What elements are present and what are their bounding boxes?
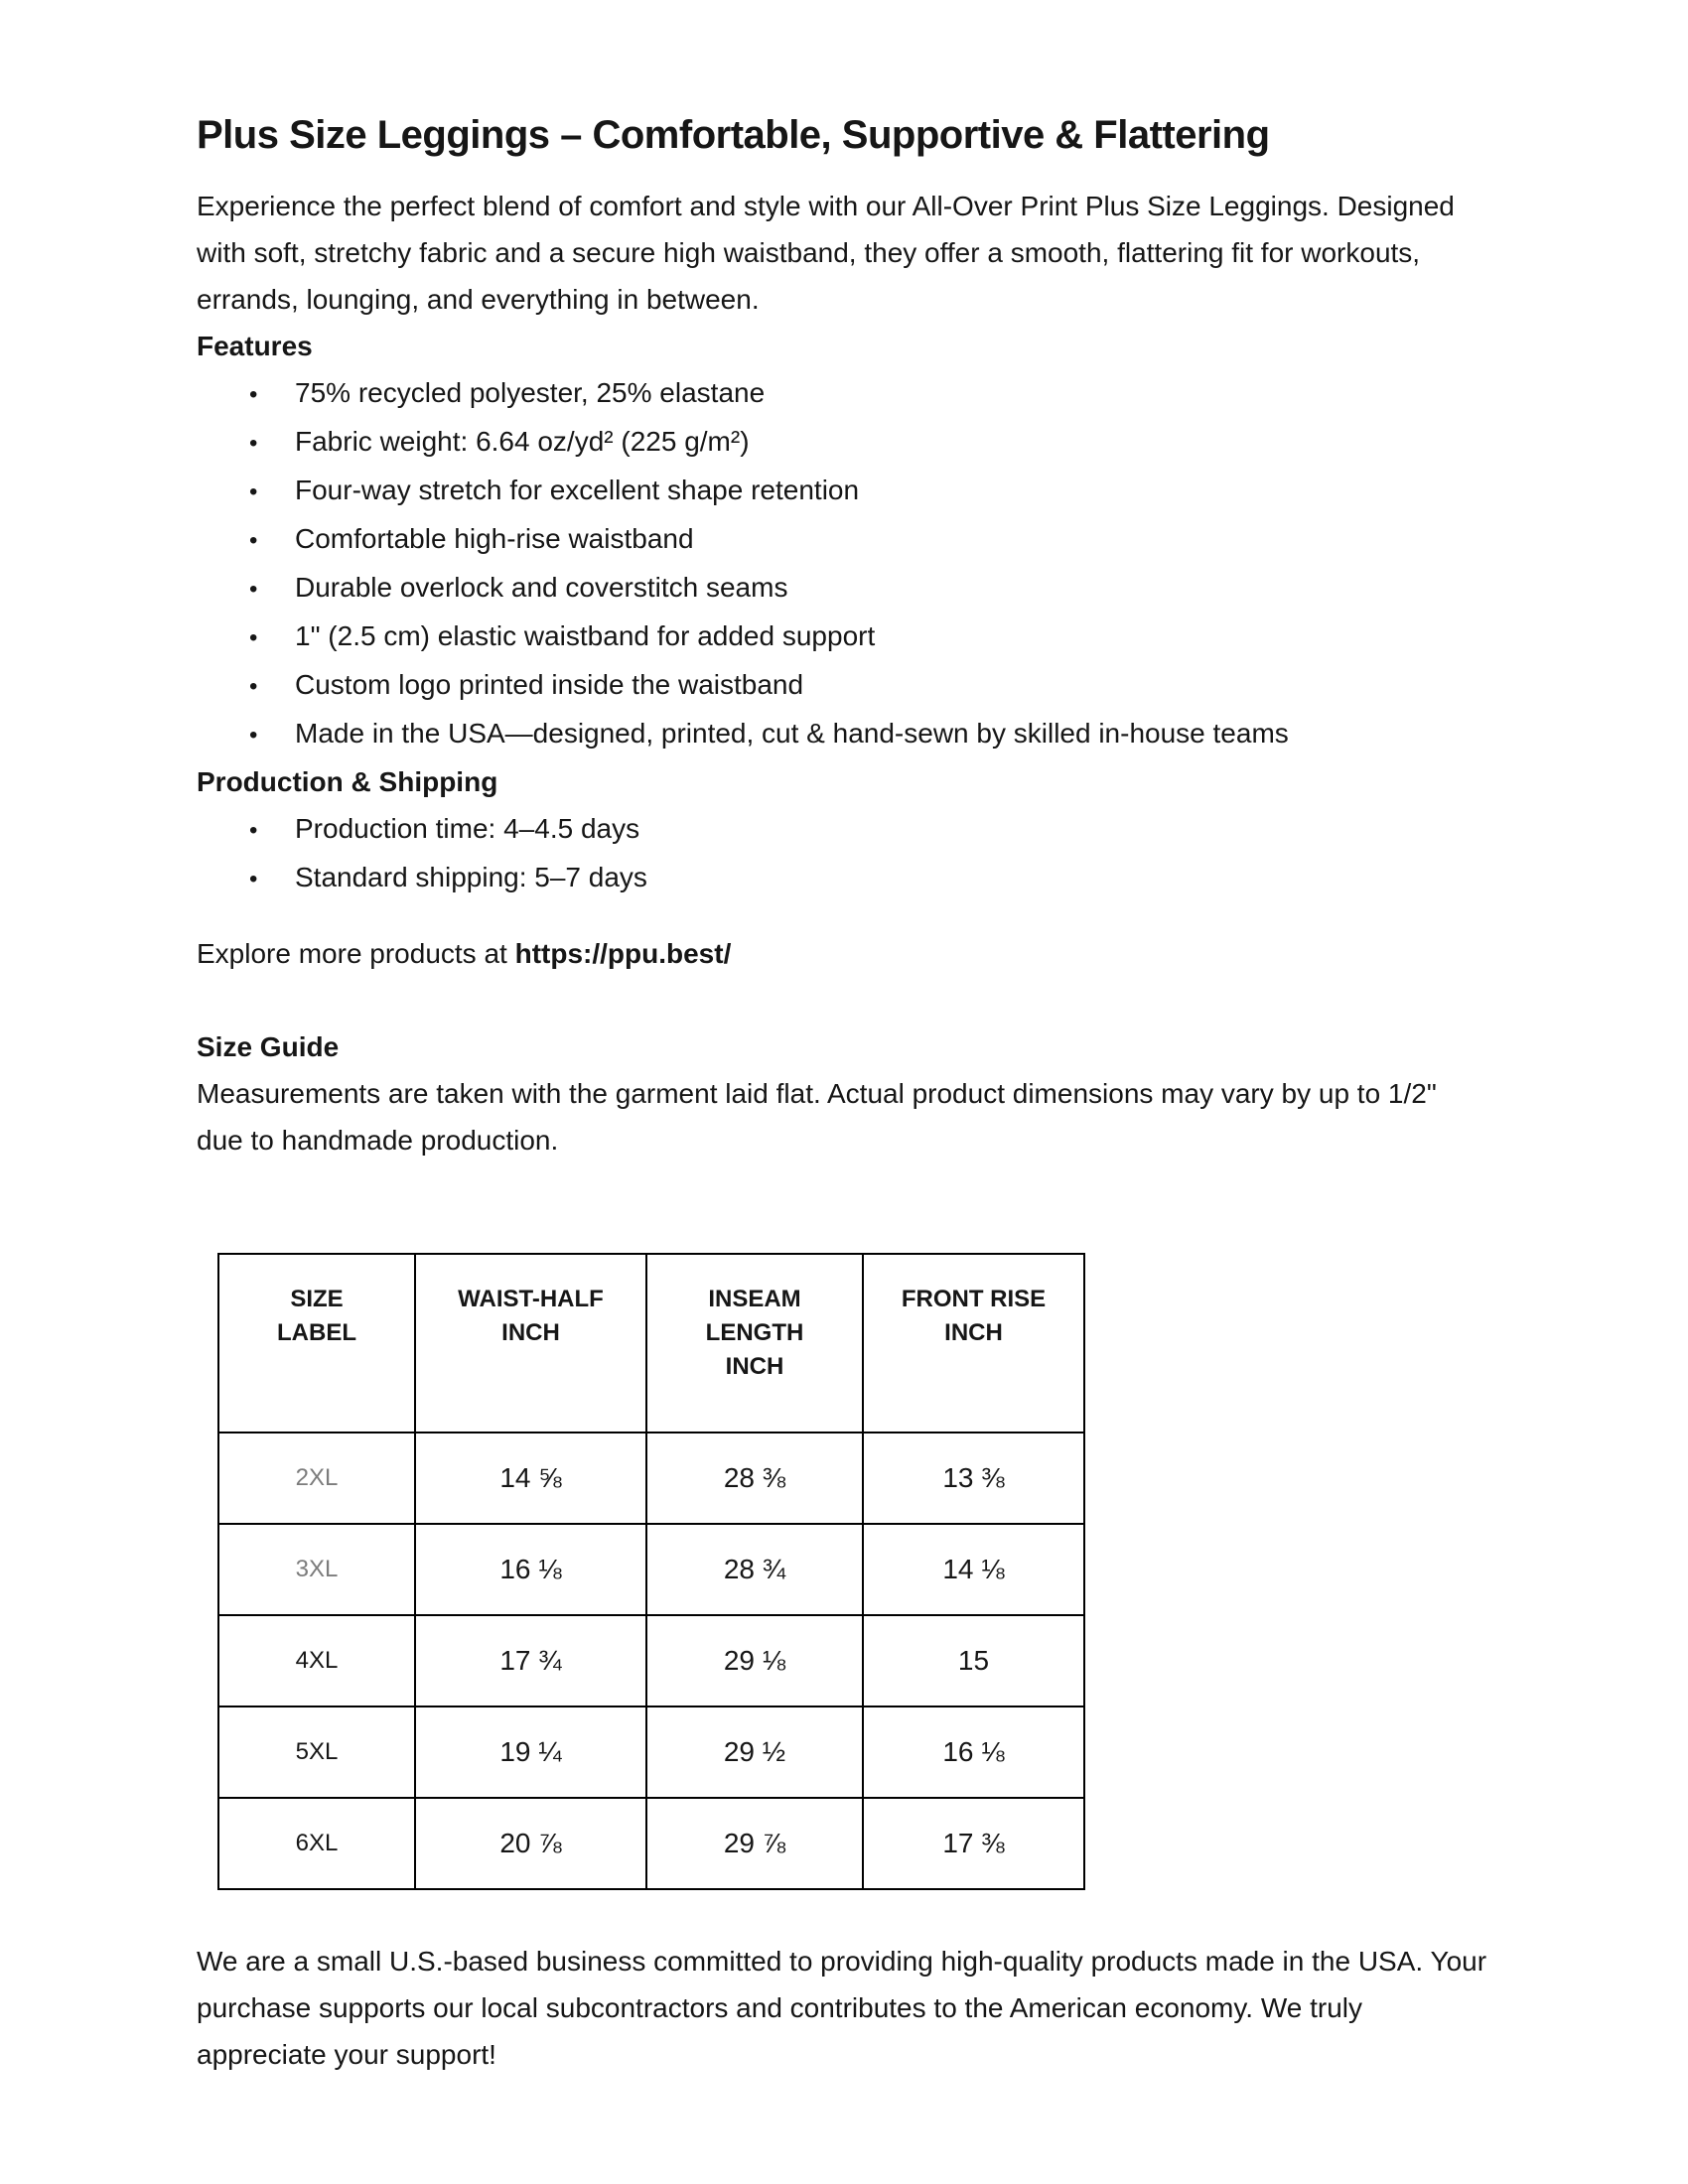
bullet-icon: • [249, 576, 258, 603]
table-row [218, 1798, 1084, 1889]
list-item [197, 710, 1489, 758]
features-list [197, 369, 1489, 758]
col-header-size-label: SIZE LABEL [218, 1254, 415, 1433]
features-heading: Features [197, 331, 313, 361]
list-item [197, 805, 1489, 854]
bullet-icon: • [249, 478, 258, 505]
feature-text: 1" (2.5 cm) elastic waistband for added support [295, 620, 876, 651]
table-header-row [218, 1254, 1084, 1433]
table-row [218, 1524, 1084, 1615]
feature-text: Durable overlock and coverstitch seams [295, 572, 788, 603]
rise-cell: 15 [863, 1615, 1084, 1706]
explore-prefix: Explore more products at [197, 938, 515, 969]
inseam-cell: 28 ¾ [646, 1524, 863, 1615]
bullet-icon: • [249, 817, 258, 844]
waist-cell: 14 ⅝ [415, 1433, 646, 1524]
table-row [218, 1615, 1084, 1706]
size-label-cell: 2XL [218, 1433, 415, 1524]
rise-cell: 13 ⅜ [863, 1433, 1084, 1524]
feature-text: Fabric weight: 6.64 oz/yd² (225 g/m²) [295, 426, 750, 457]
size-label-cell: 5XL [218, 1706, 415, 1798]
production-list [197, 805, 1489, 902]
size-label-cell: 3XL [218, 1524, 415, 1615]
feature-text: 75% recycled polyester, 25% elastane [295, 377, 766, 408]
list-item [197, 467, 1489, 515]
inseam-cell: 29 ⅞ [646, 1798, 863, 1889]
list-item [197, 613, 1489, 661]
size-guide-table [217, 1253, 1085, 1890]
bullet-icon: • [249, 866, 258, 892]
list-item [197, 854, 1489, 902]
production-text: Standard shipping: 5–7 days [295, 862, 647, 892]
bullet-icon: • [249, 722, 258, 749]
list-item [197, 661, 1489, 710]
intro-paragraph: Experience the perfect blend of comfort and style with our All-Over Print Plus Size Leggings. Designed with soft, stretchy fabric and a secure high waistband, they offer a smooth, flattering fit for workouts, errands, lounging, and everything in between. [197, 191, 1455, 315]
size-guide-note: Measurements are taken with the garment laid flat. Actual product dimensions may vary by up to 1/2" due to handmade production. [197, 1078, 1437, 1156]
inseam-cell: 29 ⅛ [646, 1615, 863, 1706]
size-label-cell: 4XL [218, 1615, 415, 1706]
bullet-icon: • [249, 624, 258, 651]
footer-paragraph: We are a small U.S.-based business committed to providing high-quality products made in the USA. Your purchase supports our local subcontractors and contributes to the American economy. We truly appreciate your support! [197, 1946, 1487, 2070]
production-text: Production time: 4–4.5 days [295, 813, 640, 844]
waist-cell: 19 ¼ [415, 1706, 646, 1798]
feature-text: Made in the USA—designed, printed, cut & hand-sewn by skilled in-house teams [295, 718, 1289, 749]
col-header-front-rise: FRONT RISE INCH [863, 1254, 1084, 1433]
inseam-cell: 28 ⅜ [646, 1433, 863, 1524]
ppu-best-link[interactable]: https://ppu.best/ [514, 938, 732, 969]
table-row [218, 1706, 1084, 1798]
list-item [197, 418, 1489, 467]
feature-text: Four-way stretch for excellent shape retention [295, 475, 860, 505]
size-label-cell: 6XL [218, 1798, 415, 1889]
feature-text: Comfortable high-rise waistband [295, 523, 694, 554]
col-header-waist-half: WAIST-HALF INCH [415, 1254, 646, 1433]
list-item [197, 564, 1489, 613]
col-header-inseam-length: INSEAM LENGTH INCH [646, 1254, 863, 1433]
feature-text: Custom logo printed inside the waistband [295, 669, 804, 700]
bullet-icon: • [249, 430, 258, 457]
rise-cell: 14 ⅛ [863, 1524, 1084, 1615]
page-title: Plus Size Leggings – Comfortable, Supportive & Flattering [197, 113, 1270, 157]
list-item [197, 515, 1489, 564]
bullet-icon: • [249, 673, 258, 700]
bullet-icon: • [249, 381, 258, 408]
rise-cell: 16 ⅛ [863, 1706, 1084, 1798]
waist-cell: 17 ¾ [415, 1615, 646, 1706]
bullet-icon: • [249, 527, 258, 554]
inseam-cell: 29 ½ [646, 1706, 863, 1798]
waist-cell: 16 ⅛ [415, 1524, 646, 1615]
explore-line [197, 930, 1489, 977]
list-item [197, 369, 1489, 418]
table-row [218, 1433, 1084, 1524]
rise-cell: 17 ⅜ [863, 1798, 1084, 1889]
waist-cell: 20 ⅞ [415, 1798, 646, 1889]
size-guide-heading: Size Guide [197, 1031, 340, 1062]
production-shipping-heading: Production & Shipping [197, 766, 498, 797]
